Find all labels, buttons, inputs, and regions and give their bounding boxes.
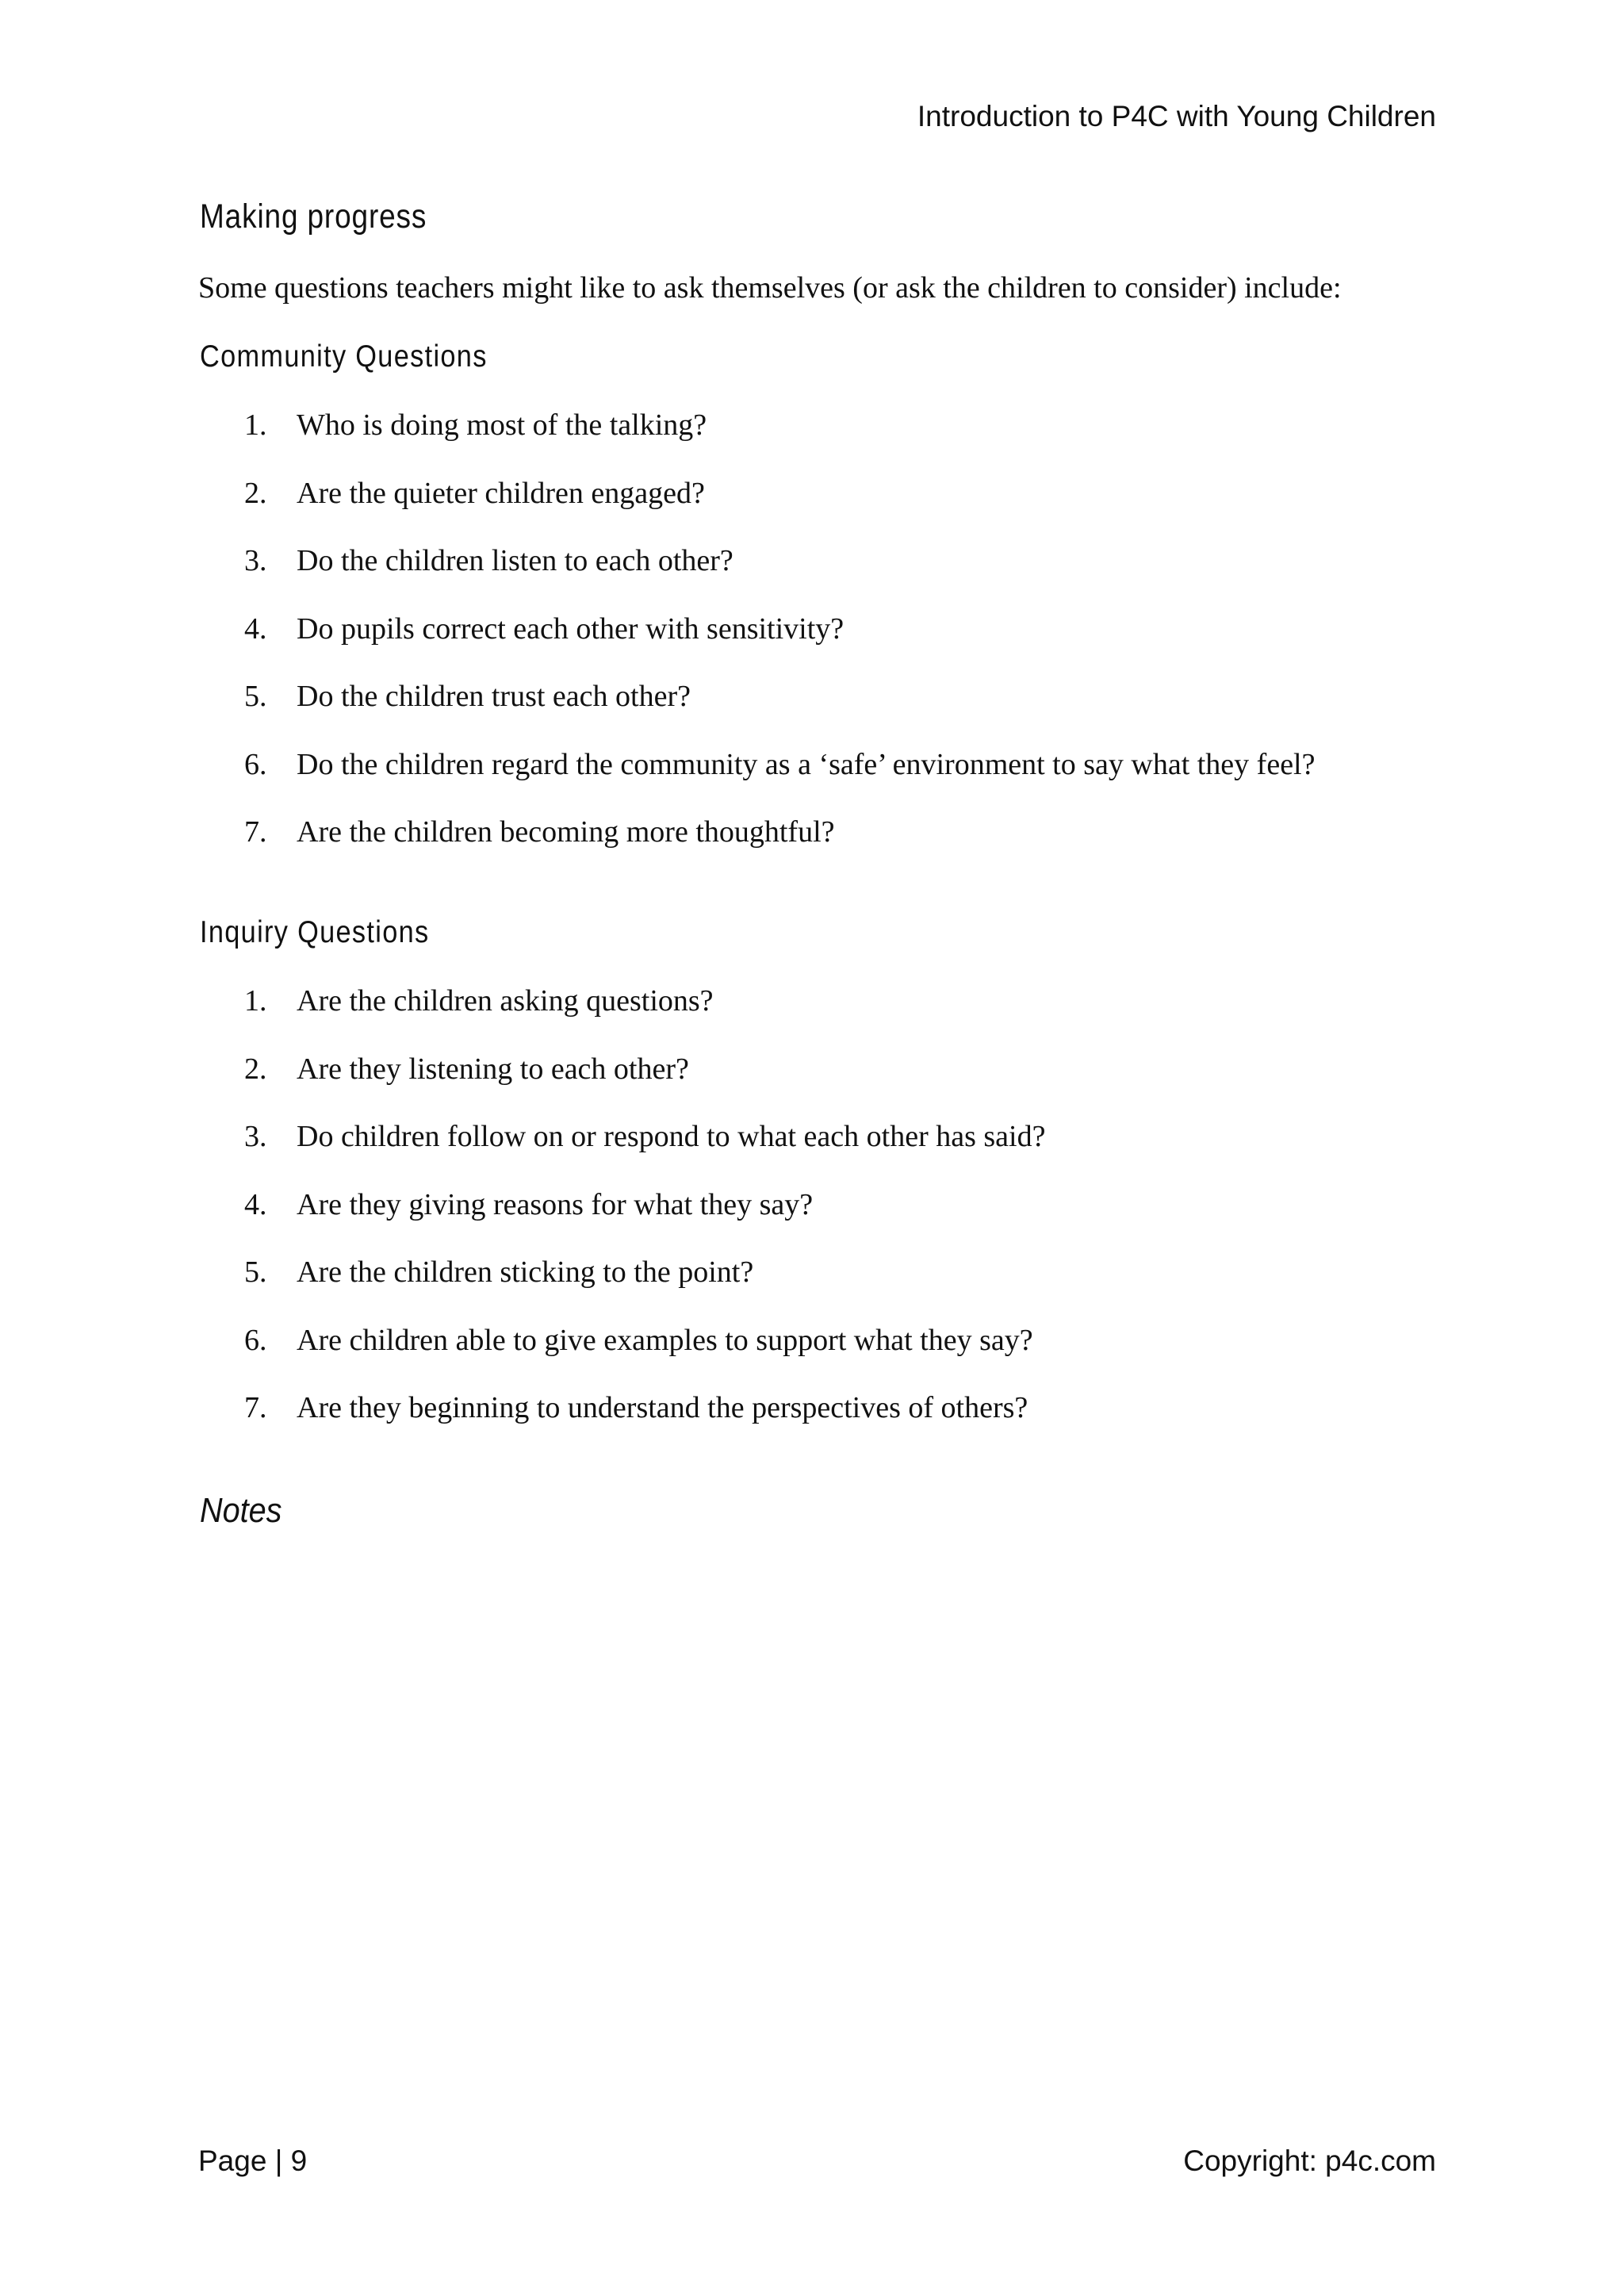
item-text: Do the children regard the community as a ‘safe’ environment to say what they feel? — [297, 747, 1316, 781]
inquiry-questions-heading: Inquiry Questions — [200, 915, 430, 949]
intro-paragraph: Some questions teachers might like to ask themselves (or ask the children to consider) include: — [198, 271, 1342, 305]
item-text: Are the children becoming more thoughtful? — [297, 815, 835, 849]
item-number: 3. — [244, 544, 267, 577]
item-number: 6. — [244, 1323, 267, 1357]
item-number: 3. — [244, 1120, 267, 1153]
running-header-title: Introduction to P4C with Young Children — [917, 100, 1436, 132]
item-text: Are the children sticking to the point? — [297, 1255, 754, 1289]
copyright-notice: Copyright: p4c.com — [1183, 2145, 1436, 2177]
item-number: 4. — [244, 611, 267, 646]
page-number: Page | 9 — [198, 2145, 308, 2177]
item-text: Are children able to give examples to support what they say? — [297, 1323, 1033, 1357]
item-number: 7. — [244, 1391, 267, 1424]
item-text: Who is doing most of the talking? — [297, 408, 707, 442]
item-number: 2. — [244, 476, 267, 510]
item-text: Do the children trust each other? — [297, 680, 691, 713]
notes-heading: Notes — [200, 1491, 282, 1530]
item-text: Do the children listen to each other? — [297, 544, 733, 577]
item-number: 6. — [244, 747, 267, 781]
item-number: 2. — [244, 1052, 267, 1086]
item-text: Do pupils correct each other with sensitivity? — [297, 611, 845, 646]
item-text: Are they giving reasons for what they say? — [297, 1187, 814, 1221]
item-text: Are the quieter children engaged? — [297, 476, 705, 510]
item-number: 1. — [244, 408, 267, 442]
item-text: Are they beginning to understand the perspectives of others? — [297, 1391, 1028, 1424]
item-number: 5. — [244, 680, 267, 713]
community-questions-heading: Community Questions — [200, 339, 488, 374]
item-number: 7. — [244, 815, 267, 849]
item-number: 1. — [244, 984, 267, 1018]
section-title: Making progress — [200, 197, 427, 236]
item-text: Are they listening to each other? — [297, 1052, 689, 1086]
item-number: 4. — [244, 1187, 267, 1221]
item-text: Do children follow on or respond to what each other has said? — [297, 1120, 1046, 1153]
item-number: 5. — [244, 1255, 267, 1289]
item-text: Are the children asking questions? — [297, 984, 714, 1018]
